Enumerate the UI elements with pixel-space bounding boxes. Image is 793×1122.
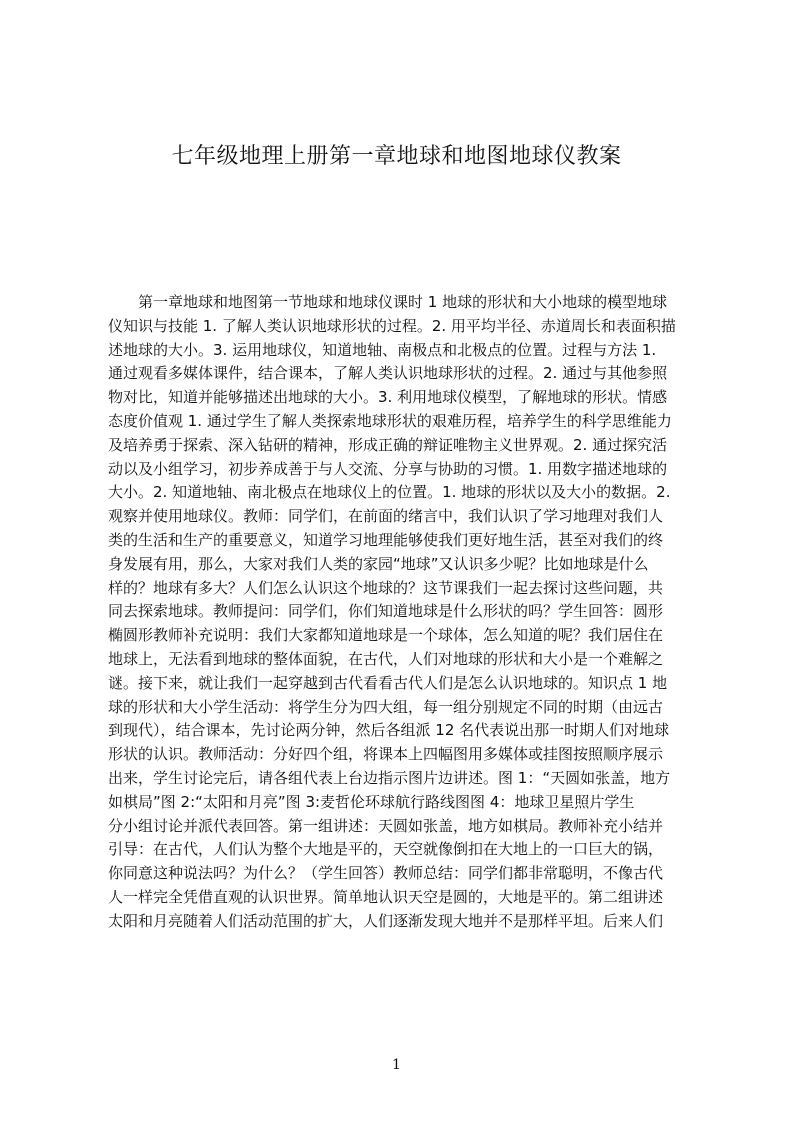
text-line: 球的形状和大小学生活动：将学生分为四大组，每一组分别规定不同的时期（由远古 xyxy=(108,697,664,716)
text-line: 物对比，知道并能够描述出地球的大小。3. 利用地球仪模型，了解地球的形状。情感 xyxy=(108,388,668,407)
text-line: 形状的认识。教师活动：分好四个组，将课本上四幅图用多媒体或挂图按照顺序展示 xyxy=(108,745,664,764)
text-line: 人一样完全凭借直观的认识世界。简单地认识天空是圆的，大地是平的。第二组讲述 xyxy=(108,887,664,906)
document-title: 七年级地理上册第一章地球和地图地球仪教案 xyxy=(171,144,622,169)
text-line: 仪知识与技能 1. 了解人类认识地球形状的过程。2. 用平均半径、赤道周长和表面积描 xyxy=(108,316,676,335)
text-line: 分小组讨论并派代表回答。第一组讲述：天圆如张盖，地方如棋局。教师补充小结并 xyxy=(108,816,664,835)
text-line: 到现代），结合课本，先讨论两分钟，然后各组派 12 名代表说出那一时期人们对地球 xyxy=(108,721,670,740)
text-line: 通过观看多媒体课件，结合课本，了解人类认识地球形状的过程。2. 通过与其他参照 xyxy=(108,364,668,383)
text-line: 谜。接下来，就让我们一起穿越到古代看看古代人们是怎么认识地球的。知识点 1 地 xyxy=(108,673,668,692)
text-line: 样的？地球有多大？人们怎么认识这个地球的？这节课我们一起去探讨这些问题，共 xyxy=(108,578,664,597)
text-line: 第一章地球和地图第一节地球和地球仪课时 1 地球的形状和大小地球的模型地球 xyxy=(138,293,668,311)
text-line: 同去探索地球。教师提问：同学们，你们知道地球是什么形状的吗？学生回答：圆形 xyxy=(108,602,664,621)
text-line: 椭圆形教师补充说明：我们大家都知道地球是一个球体，怎么知道的呢？我们居住在 xyxy=(108,626,664,645)
body-paragraph xyxy=(108,291,700,934)
text-line: 大小。2. 知道地轴、南北极点在地球仪上的位置。1. 地球的形状以及大小的数据。2. xyxy=(108,483,671,502)
text-line: 如棋局”图 2:“太阳和月亮”图 3:麦哲伦环球航行路线图图 4：地球卫星照片学生 xyxy=(108,792,635,811)
text-line: 你同意这种说法吗？为什么？（学生回答）教师总结：同学们都非常聪明，不像古代 xyxy=(108,864,664,883)
text-line: 身发展有用，那么，大家对我们人类的家园“地球”又认识多少呢？比如地球是什么 xyxy=(108,554,649,573)
text-line: 地球上，无法看到地球的整体面貌，在古代，人们对地球的形状和大小是一个难解之 xyxy=(108,649,664,668)
text-line: 动以及小组学习，初步养成善于与人交流、分享与协助的习惯。1. 用数字描述地球的 xyxy=(108,459,668,478)
text-line: 出来，学生讨论完后，请各组代表上台边指示图片边讲述。图 1：“天圆如张盖，地方 xyxy=(108,768,671,787)
text-line: 引导：在古代，人们认为整个大地是平的，天空就像倒扣在大地上的一口巨大的锅， xyxy=(108,840,664,859)
text-line: 太阳和月亮随着人们活动范围的扩大，人们逐渐发现大地并不是那样平坦。后来人们 xyxy=(108,911,664,930)
text-line: 述地球的大小。3. 运用地球仪，知道地轴、南极点和北极点的位置。过程与方法 1. xyxy=(108,340,657,359)
text-line: 态度价值观 1. 通过学生了解人类探索地球形状的艰难历程，培养学生的科学思维能力 xyxy=(108,411,672,430)
text-line: 类的生活和生产的重要意义，知道学习地理能够使我们更好地生活，甚至对我们的终 xyxy=(108,530,664,549)
page-number: 1 xyxy=(392,1057,401,1073)
text-line: 观察并使用地球仪。教师：同学们，在前面的绪言中，我们认识了学习地理对我们人 xyxy=(108,507,664,526)
text-line: 及培养勇于探索、深入钻研的精神，形成正确的辩证唯物主义世界观。2. 通过探究活 xyxy=(108,435,668,454)
